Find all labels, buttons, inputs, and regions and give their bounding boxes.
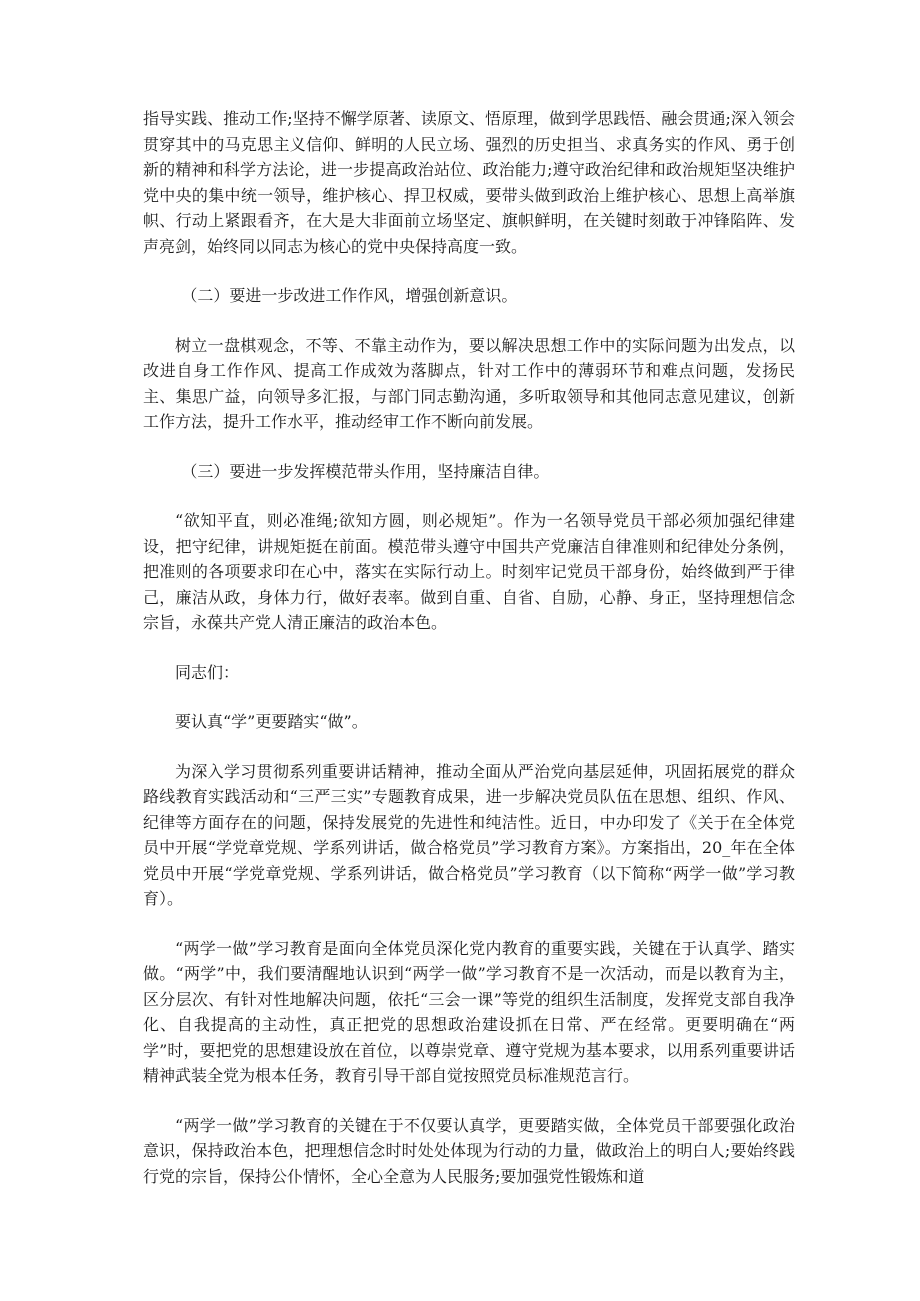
paragraph-two-studies: “两学一做”学习教育是面向全体党员深化党内教育的重要实践，关键在于认真学、踏实做。“两学”中，我们要清醒地认识到“两学一做”学习教育不是一次活动，而是以教育为主，区分层次、有针对性地解决问题，依托“三会一课”等党的组织生活制度，发挥党支部自我净化、自我提高的主动性，真正把党的思想政治建设抓在日常、严在经常。更要明确在“两学”时，要把党的思想建设放在首位，以尊崇党章、遵守党规为基本要求，以用系列重要讲话精神武装全党为根本任务，教育引导干部自觉按照党员标准规范言行。 — [143, 938, 795, 1085]
document-page — [143, 106, 795, 1213]
paragraph-key-practice: “两学一做”学习教育的关键在于不仅要认真学，更要踏实做，全体党员干部要强化政治意识，保持政治本色，把理想信念时时处处体现为行动的力量，做政治上的明白人;要始终践行党的宗旨，保持公仆情怀，全心全意为人民服务;要加强党性锻炼和道 — [143, 1115, 795, 1186]
section-heading-integrity: （三）要进一步发挥模范带头作用，坚持廉洁自律。 — [181, 461, 550, 481]
paragraph-study-plan: 为深入学习贯彻系列重要讲话精神，推动全面从严治党向基层延伸，巩固拓展党的群众路线教育实践活动和“三严三实”专题教育成果，进一步解决党员队伍在思想、组织、作风、纪律等方面存在的问题，保持发展党的先进性和纯洁性。近日，中办印发了《关于在全体党员中开展“学党章党规、学系列讲话，做合格党员”学习教育方案》。方案指出，20_年在全体党员中开展“学党章党规、学系列讲话，做合格党员”学习教育（以下简称“两学一做”学习教育）。 — [143, 761, 795, 908]
paragraph-learn-and-do: 要认真“学”更要踏实“做”。 — [175, 712, 368, 731]
paragraph-comrades: 同志们： — [175, 662, 240, 682]
paragraph-work-style: 树立一盘棋观念，不等、不靠主动作为，要以解决思想工作中的实际问题为出发点，以改进自身工作作风、提高工作成效为落脚点，针对工作中的薄弱环节和难点问题，发扬民主、集思广益，向领导多汇报，与部门同志勤沟通，多听取领导和其他同志意见建议，创新工作方法，提升工作水平，推动经审工作不断向前发展。 — [143, 335, 795, 431]
section-heading-work-style: （二）要进一步改进工作作风，增强创新意识。 — [181, 286, 518, 305]
paragraph-political-discipline: 指导实践、推动工作;坚持不懈学原著、读原文、悟原理，做到学思践悟、融会贯通;深入领会贯穿其中的马克思主义信仰、鲜明的人民立场、强烈的历史担当、求真务实的作风、勇于创新的精神和科学方法论，进一步提高政治站位、政治能力;遵守政治纪律和政治规矩坚决维护党中央的集中统一领导，维护核心、捍卫权威，要带头做到政治上维护核心、思想上高举旗帜、行动上紧跟看齐，在大是大非面前立场坚定、旗帜鲜明，在关键时刻敢于冲锋陷阵、发声亮剑，始终同以同志为核心的党中央保持高度一致。 — [143, 109, 795, 256]
paragraph-integrity: “欲知平直，则必准绳;欲知方圆，则必规矩”。作为一名领导党员干部必须加强纪律建设，把守纪律，讲规矩挺在前面。模范带头遵守中国共产党廉洁自律准则和纪律处分条例，把准则的各项要求印在心中，落实在实际行动上。时刻牢记党员干部身份，始终做到严于律己，廉洁从政，身体力行，做好表率。做到自重、自省、自励，心静、身正，坚持理想信念宗旨，永葆共产党人清正廉洁的政治本色。 — [143, 511, 795, 632]
